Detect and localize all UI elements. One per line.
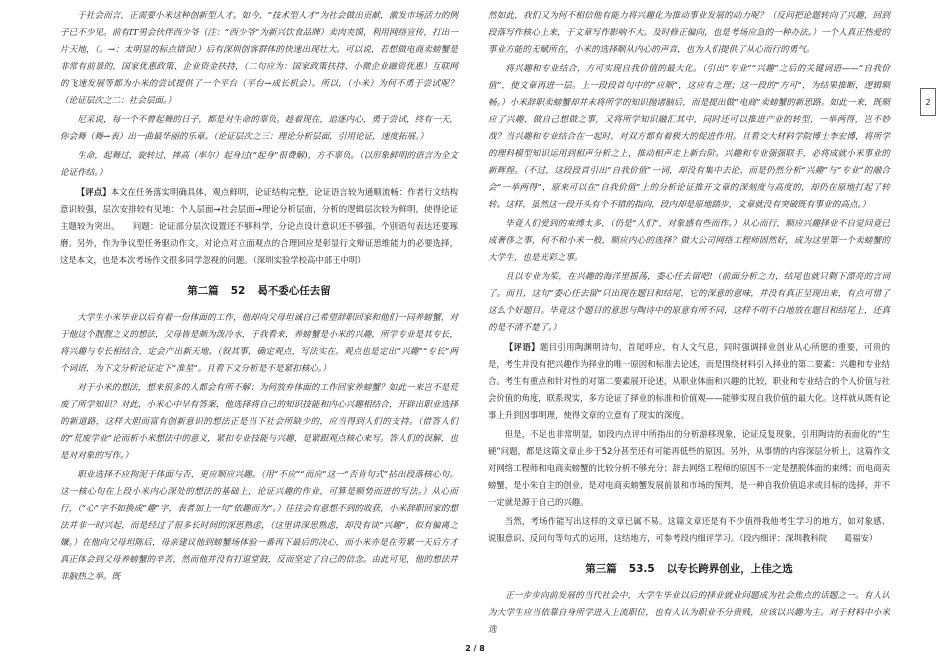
comment-paragraph	[60, 184, 458, 269]
essay-number: 第三篇	[585, 563, 617, 575]
paragraph: 大学生小米毕业以后有着一份体面的工作，他却向父母坦诚自己希望辞职回家和他们一同养螃蟹，对于他这个靓靓之义的想法，父母皆是颇为泼冷水，于我看来，养螃蟹是小米的兴趣，所学专业是其专长，将兴趣与专长相结合，定会产出新天地。（叙其事，确定观点，写法实在。观点也是定出“兴趣”“专长”两个词语，为下文分析论证定下“准星”。且看下文分析是不是紧扣核心。）	[60, 313, 458, 374]
comment-paragraph	[488, 339, 890, 424]
comment-paragraph: 当然，考场作能写出这样的文章已属不易。这篇文章还是有不少值得我他考生学习的地方，如对象感、说服意识、反问句等句式的运用，这结地方，可参考段内细评学习。（段内细评：深圳教科院 葛福安）	[488, 516, 890, 543]
paragraph: 尼采说，每一个不曾起舞的日子，都是对生命的辜负。趁着现在，追逐内心，勇于尝试，终有一天，你会舞（舞→表）出一曲最华丽的乐章。（论证层次之三：理论分析层面，引用论证，速度拓展。）	[60, 115, 458, 142]
paragraph: 职业选择不应拘泥于体面与否，更应顺应兴趣。（用“不应”“而应”这一“否肯句式”拈出段落核心句。这一核心句在上段小米内心深处的想法的基础上，论证兴趣的作业，可算是顺势而进的写法。）从心而行，（“心”字不如换成“趣”字，表者加上一句“依趣而为”。）往往会有意想不到的收获，小米辞职回家的想法并非一时兴起，而是经过了很多长时间的深思熟虑，（这里讲深思熟虑，却没有谈“兴趣”，似有偏离之嫌。）在他向父母坦陈后，母亲建议他到螃蟹场体验一番再下最后的决心，而小米亦是在劳累一天后方才真正体会到父母养螃蟹的辛苦，然而他并没有打退堂鼓，反而坚定了自己的信念。由此可见，他的想法并非脑热之举。既	[60, 470, 458, 582]
essay-number: 第二篇	[187, 285, 219, 297]
paragraph: 且以专业为桨，在兴趣的海洋里摇荡，委心任去留吧!（前面分析之力，结尾也就只剩下漂亮的言词了。而且，这句“委心任去留”只出现在题目和结尾，它的深意的意味，并没有真正呈现出来，有点可惜了这么个好题目。毕竟这个题目的意思与陶诗中的原意有所不同，这样不明不白地放在题目和结尾上，还真的是不清不楚了。）	[488, 272, 890, 333]
comment-tag: 【评语】	[504, 342, 540, 352]
comment-paragraph: 但是，不足也非常明显，如段内点评中所指出的分析游移现象，论证反复现象，引用陶诗的表面化的“生硬”问题，都是这篇文章止步于52分甚至还有可能再低些的原因。另外，从事情的内容深层分析上，这篇作文对网络工程师和电商卖螃蟹的比较分析不够充分；辞去网络工程师的原因不一定是摆脱体面的束缚；而电商卖螃蟹，是小朱自主的创业，是对电商卖螃蟹发展前景和市场的预判，是一种自我价值追求或目标的选择，并不一定就是源于自己的兴趣。	[488, 429, 890, 507]
essay-heading	[488, 561, 890, 578]
paragraph: 于社会而言，正需要小米这种创新型人才。如今，“技术型人才”为社会做出贡献，激发市场活力的例子已不少见。前有IT男会伙伴西少爷（注：“西少爷”为新兴饮食品牌）卖肉夹馍，利用网络宣传，打出一片天地，（。→：太明显的标点错误!）后有深圳创客群体的快速出现壮大。可以说，若想做电商卖螃蟹是非常有前景的，国家优惠政策、企业资金扶持，（二句应为：国家政策扶持、小微企业融资优惠）互联网的飞速发展等都为小米的尝试提供了一个平台（平台→成长机会）。所以，（小米）为何不勇于尝试呢？（论证层次之二：社会层面。）	[60, 11, 458, 106]
paragraph: 对于小米的想法，想来很多的人都会有所不解：为何放弃体面的工作回家养螃蟹？如此一来岂不是荒废了所学知识？对此，小米心中早有答案，他选择将自己的知识技能和内心兴趣相结合，开辟出职业选择的新道路，这样大胆而富有创新意识的想法正是当下社会所缺少的，应当得到人们的支持。（借答人们的“荒废学业”论而析小米想法中的意义，紧扣专业技能与兴趣，是紧跟观点核心来写。答人们的误解，也是对对象的写作。）	[60, 383, 458, 461]
paragraph: 将兴趣和专业结合，方可实现自我价值的最大化。（引出“专业”“兴趣”之后的关键词语——“自我价值”，使文章再进一层。上一段段首句中的“应顺”，这应有之理；这一段的“方可”，为结果推断，逻辑顺畅。）小米辞职卖螃蟹却并未将所学的知识抛诸脑后，而是提出做“电商”卖螃蟹的新思路。如此一来，既顺应了兴趣，做自己想做之事，又将所学知识融汇其中，同时还可以推进产业的转型，一举两得，岂不妙哉？当兴趣和专业结合在一起时，对双方都有着极大的促进作用。且看交大材料学院博士李宏博，将所学的理科模型知识运用到相声分析之上，推动相声走上新台阶。兴趣和专业强强联手，必将成就小米事业的新辉煌。（不过，这段段首引出“自我价值”一词，却没有集中去论，而是仍然分析“兴趣”与“专业”的融合会“一举两得”，原来可以在“自我价值”上的分析论证推开文章的深刻度与高度的，却仍在原地打起了转转。这样，虽然这一段开头有个不错的指向，段内却是原地踏步，文章就没有突破既有事业的高点。）	[488, 64, 890, 210]
paragraph: 然如此，我们又为何不相信他有能力将兴趣化为推动事业发展的动力呢？（反问把论题转向了兴趣，回到段落写作核心上来，于文章写作影响不大。及时修正偏向，也是考场应急的一种办法。）一个人真正热爱的事业方能的无赋所在，小米的选择顺从内心的声音，也为人们提供了从心而行的勇气。	[488, 11, 890, 55]
side-page-marker: 2	[920, 88, 936, 116]
comment-text: 本文在任务落实明确具体，观点鲜明，论证结构完整，论证语言较为通顺流畅：作者行文结构意识较强，层次安排较有见地：个人层面→社会层面→理论分析层面，分析的逻辑层次较为鲜明，使得论证主题较为突出。 问题：论证部分层次设置还不够科学，分论点设计意识还不够强，个别语句表达还要琢磨。另外，作为争议型任务驱动作文，对论点对立面观点的合理回应是彰显行文辩证思维能力的必要选择，这是本文，也是本次考场作文很多同学忽视的问题。（深圳实验学校高中部王中明）	[60, 187, 459, 265]
right-column	[488, 8, 890, 641]
essay-title: 以专长跨界创业，上佳之选	[666, 563, 793, 575]
paragraph: 生命，起舞过，旋转过，摔高（率尔）起身过(“起身”很费解)，方不辜负。（以形象鲜明的语言为全文论证作结。）	[60, 151, 458, 178]
paragraph: 正一步步向前发展的当代社会中，大学生毕业以后的择业就业问题成为社会焦点的话题之一。有人认为大学生应当依靠自身所学进入上流职位，也有人认为职业不分贵贱，应该以兴趣为主。对于材料中小米选	[488, 591, 890, 635]
left-column	[60, 8, 458, 588]
essay-score: 52	[230, 285, 246, 297]
comment-text: 题目引用陶渊明诗句，首尾呼应，有人文气息，同时强调择业创业从心所愿的重要，可贵的是，考生并没有把兴趣作为择业的唯一原因和标准去论述，而是围绕材料引入择业的第二要素：兴趣和专业结合。考生有重点和针对性的对第二要素展开论述，从职业体面和兴趣的比较，职业和专业结合的个人价值与社会价值的角度，联系现实，多方论证了择业的标准和价值观——能够实现自我价值的最大化。这样就从既有论事上升到因事明理，使得文章的立意有了现实的深度。	[488, 342, 891, 420]
essay-title: 曷不委心任去留	[257, 285, 331, 297]
essay-heading	[60, 283, 458, 300]
page-number: 2 / 8	[465, 644, 485, 653]
paragraph: 毕竟人们爱到的束缚太多，（仍是“人们”，对象感有些而作。）从心而行，顺应兴趣择业不自觉问竟已成奢侈之事，何不和小米一般，顺应内心的选择？做大公司网络工程师固然好，成为这里第一个卖螃蟹的大学生，也是光彩之事。	[488, 219, 890, 263]
essay-score: 53.5	[628, 563, 655, 575]
comment-tag: 【评点】	[76, 187, 111, 197]
